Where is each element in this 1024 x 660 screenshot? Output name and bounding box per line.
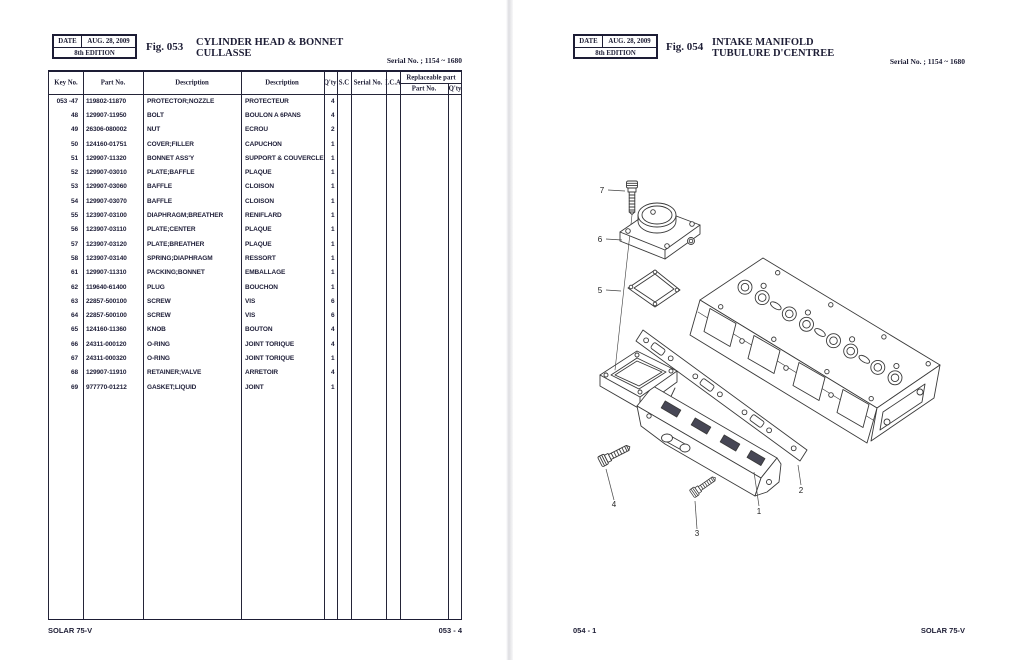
cell-key: 65	[70, 326, 78, 334]
cell-key: 66	[70, 340, 78, 348]
cell-desc-fr: JOINT	[245, 383, 264, 391]
cell-part: 129907-03070	[86, 197, 127, 205]
cell-desc-en: NUT	[147, 126, 161, 134]
date-edition-box	[573, 34, 658, 59]
cell-key: 62	[70, 283, 78, 291]
cell-desc-en: PROTECTOR;NOZZLE	[147, 97, 215, 105]
bolt-7-drawing	[627, 181, 638, 215]
cell-key: 67	[70, 354, 78, 362]
cell-desc-en: KNOB	[147, 326, 166, 334]
cell-desc-fr: BOULON A 6PANS	[245, 111, 301, 119]
cell-part: 24311-000320	[86, 354, 127, 362]
table-header-rule	[400, 83, 461, 84]
cell-part: 22857-500100	[86, 297, 127, 305]
col-header-sc: S.C	[338, 79, 350, 87]
table-row	[49, 380, 461, 394]
cell-desc-fr: VIS	[245, 312, 256, 320]
cell-key: 50	[70, 140, 78, 148]
cell-qty: 1	[330, 183, 335, 191]
cell-key: 64	[70, 312, 78, 320]
cylinder-head-drawing	[690, 258, 940, 443]
cell-desc-en: BONNET ASS'Y	[147, 154, 195, 162]
catalog-page-left	[0, 0, 507, 660]
table-row	[49, 337, 461, 351]
col-header-description-fr: Description	[265, 79, 299, 87]
cell-qty: 1	[330, 383, 335, 391]
cell-desc-en: SPRING;DIAPHRAGM	[147, 254, 213, 262]
cell-qty: 4	[330, 326, 335, 334]
col-header-rp-part-no: Part No.	[411, 85, 437, 92]
parts-table	[48, 70, 462, 620]
cell-desc-en: GASKET;LIQUID	[147, 383, 197, 391]
cell-qty: 1	[330, 154, 335, 162]
cell-desc-en: COVER;FILLER	[147, 140, 194, 148]
col-header-serial-no: Serial No.	[353, 79, 383, 87]
cell-desc-fr: JOINT TORIQUE	[245, 354, 295, 362]
cell-part: 124160-11360	[86, 326, 127, 334]
date-label: DATE	[58, 38, 77, 45]
footer-page-number: 053 - 4	[438, 626, 462, 635]
cell-desc-fr: RENIFLARD	[245, 212, 282, 220]
date-label: DATE	[579, 38, 598, 45]
table-row	[49, 280, 461, 294]
col-header-rp-qty: Q'ty	[448, 85, 462, 92]
cell-desc-fr: BOUTON	[245, 326, 273, 334]
cell-qty: 6	[330, 312, 335, 320]
edition-label: 8th EDITION	[595, 49, 636, 57]
cell-desc-fr: PLAQUE	[245, 169, 272, 177]
cell-part: 24311-000120	[86, 340, 127, 348]
cell-part: 123907-03140	[86, 254, 127, 262]
bolt-3-drawing	[689, 474, 718, 498]
col-header-qty: Q'ty	[323, 79, 337, 87]
cell-desc-fr: PLAQUE	[245, 226, 272, 234]
cell-desc-fr: CLOISON	[245, 183, 274, 191]
cell-qty: 4	[330, 369, 335, 377]
cell-key: 63	[70, 297, 78, 305]
callout-6: 6	[597, 235, 603, 244]
cell-part: 129907-03060	[86, 183, 127, 191]
callout-5: 5	[597, 286, 603, 295]
table-row	[49, 237, 461, 251]
figure-title-en: INTAKE MANIFOLD	[712, 37, 814, 48]
cell-part: 123907-03120	[86, 240, 127, 248]
cell-key: 053 -47	[56, 97, 78, 105]
col-header-part-no: Part No.	[100, 79, 126, 87]
table-row	[49, 366, 461, 380]
cell-desc-fr: CAPUCHON	[245, 140, 282, 148]
cell-desc-en: RETAINER;VALVE	[147, 369, 202, 377]
table-row	[49, 151, 461, 165]
cell-desc-en: BAFFLE	[147, 197, 173, 205]
cell-part: 129907-11910	[86, 369, 127, 377]
cell-desc-en: BAFFLE	[147, 183, 173, 191]
cell-desc-en: PLATE;CENTER	[147, 226, 196, 234]
figure-title-fr: CULLASSE	[196, 48, 252, 59]
cell-qty: 1	[330, 354, 335, 362]
table-row	[49, 180, 461, 194]
cell-part: 977770-01212	[86, 383, 127, 391]
cell-qty: 6	[330, 297, 335, 305]
cell-desc-fr: PROTECTEUR	[245, 97, 289, 105]
table-row	[49, 123, 461, 137]
cell-part: 129907-11320	[86, 154, 127, 162]
col-header-ica: I.C.A	[385, 79, 401, 87]
cell-part: 26306-080002	[86, 126, 127, 134]
cell-part: 129907-11950	[86, 111, 127, 119]
figure-title	[712, 37, 834, 59]
cell-desc-en: SCREW	[147, 297, 171, 305]
cell-key: 48	[70, 111, 78, 119]
cell-part: 129907-11310	[86, 269, 127, 277]
cell-key: 51	[70, 154, 78, 162]
cell-key: 53	[70, 183, 78, 191]
cell-qty: 1	[330, 283, 335, 291]
serial-number-range: Serial No. ; 1154 ~ 1680	[386, 56, 462, 65]
cell-key: 52	[70, 169, 78, 177]
table-row	[49, 323, 461, 337]
bolt-4-drawing	[598, 442, 633, 467]
col-header-description: Description	[175, 79, 209, 87]
cell-qty: 1	[330, 197, 335, 205]
callout-1: 1	[756, 507, 762, 516]
cell-desc-en: PLUG	[147, 283, 165, 291]
cell-desc-fr: PLAQUE	[245, 240, 272, 248]
cell-qty: 4	[330, 111, 335, 119]
cell-desc-fr: CLOISON	[245, 197, 274, 205]
parts-diagram	[515, 120, 975, 550]
edition-label: 8th EDITION	[74, 49, 115, 57]
table-row	[49, 351, 461, 365]
cell-part: 119640-61400	[86, 283, 127, 291]
cell-key: 55	[70, 212, 78, 220]
callout-2: 2	[798, 486, 804, 495]
cell-qty: 1	[330, 140, 335, 148]
cell-qty: 1	[330, 226, 335, 234]
footer-page-number: 054 - 1	[573, 626, 597, 635]
callout-4: 4	[611, 500, 617, 509]
cell-key: 54	[70, 197, 78, 205]
table-row	[49, 266, 461, 280]
cell-qty: 4	[330, 340, 335, 348]
cell-desc-fr: SUPPORT & COUVERCLE	[245, 154, 324, 162]
parts-table-body	[49, 94, 461, 394]
cell-desc-en: SCREW	[147, 312, 171, 320]
cell-key: 69	[70, 383, 78, 391]
figure-number: Fig. 054	[666, 41, 704, 53]
cell-qty: 4	[330, 97, 335, 105]
table-row	[49, 194, 461, 208]
cell-key: 58	[70, 254, 78, 262]
figure-title-fr: TUBULURE D'CENTREE	[712, 48, 835, 59]
cell-part: 22857-500100	[86, 312, 127, 320]
cell-part: 129907-03010	[86, 169, 127, 177]
cell-key: 68	[70, 369, 78, 377]
footer-model: SOLAR 75-V	[920, 626, 965, 635]
cell-desc-fr: RESSORT	[245, 254, 276, 262]
cell-desc-fr: EMBALLAGE	[245, 269, 286, 277]
cell-qty: 1	[330, 240, 335, 248]
cover-gasket-drawing	[628, 270, 680, 307]
cell-desc-fr: VIS	[245, 297, 256, 305]
cell-qty: 1	[330, 254, 335, 262]
date-value: AUG. 28, 2009	[608, 38, 651, 45]
footer-model: SOLAR 75-V	[48, 626, 93, 635]
table-row	[49, 251, 461, 265]
date-value: AUG. 28, 2009	[87, 38, 130, 45]
cell-desc-en: O-RING	[147, 354, 170, 362]
col-header-key-no: Key No.	[54, 79, 78, 87]
cell-desc-en: PLATE;BAFFLE	[147, 169, 195, 177]
cell-desc-fr: ARRETOIR	[245, 369, 279, 377]
cell-qty: 2	[330, 126, 335, 134]
table-row	[49, 294, 461, 308]
cell-qty: 1	[330, 269, 335, 277]
cell-desc-fr: BOUCHON	[245, 283, 278, 291]
cell-desc-en: BOLT	[147, 111, 164, 119]
table-row	[49, 94, 461, 108]
cell-desc-fr: JOINT TORIQUE	[245, 340, 295, 348]
figure-number: Fig. 053	[146, 41, 184, 53]
cell-key: 57	[70, 240, 78, 248]
table-row	[49, 165, 461, 179]
table-row	[49, 137, 461, 151]
table-row	[49, 108, 461, 122]
table-row	[49, 223, 461, 237]
cell-desc-en: PLATE;BREATHER	[147, 240, 205, 248]
cell-desc-en: O-RING	[147, 340, 170, 348]
cell-desc-en: PACKING;BONNET	[147, 269, 205, 277]
cell-part: 119802-11870	[86, 97, 127, 105]
table-row	[49, 208, 461, 222]
cell-desc-en: DIAPHRAGM;BREATHER	[147, 212, 224, 220]
col-header-replaceable-part: Replaceable part	[406, 74, 456, 81]
cell-key: 49	[70, 126, 78, 134]
table-row	[49, 308, 461, 322]
cell-part: 123907-03110	[86, 226, 127, 234]
cell-desc-fr: ECROU	[245, 126, 268, 134]
serial-number-range: Serial No. ; 1154 ~ 1680	[889, 57, 965, 66]
cell-part: 124160-01751	[86, 140, 127, 148]
callout-7: 7	[599, 186, 605, 195]
assembly-axis-line	[615, 215, 632, 370]
cell-key: 61	[70, 269, 78, 277]
figure-title-en: CYLINDER HEAD & BONNET	[196, 37, 344, 48]
cell-key: 56	[70, 226, 78, 234]
cell-part: 123907-03100	[86, 212, 127, 220]
cell-qty: 1	[330, 169, 335, 177]
cell-qty: 1	[330, 212, 335, 220]
callout-3: 3	[694, 529, 700, 538]
